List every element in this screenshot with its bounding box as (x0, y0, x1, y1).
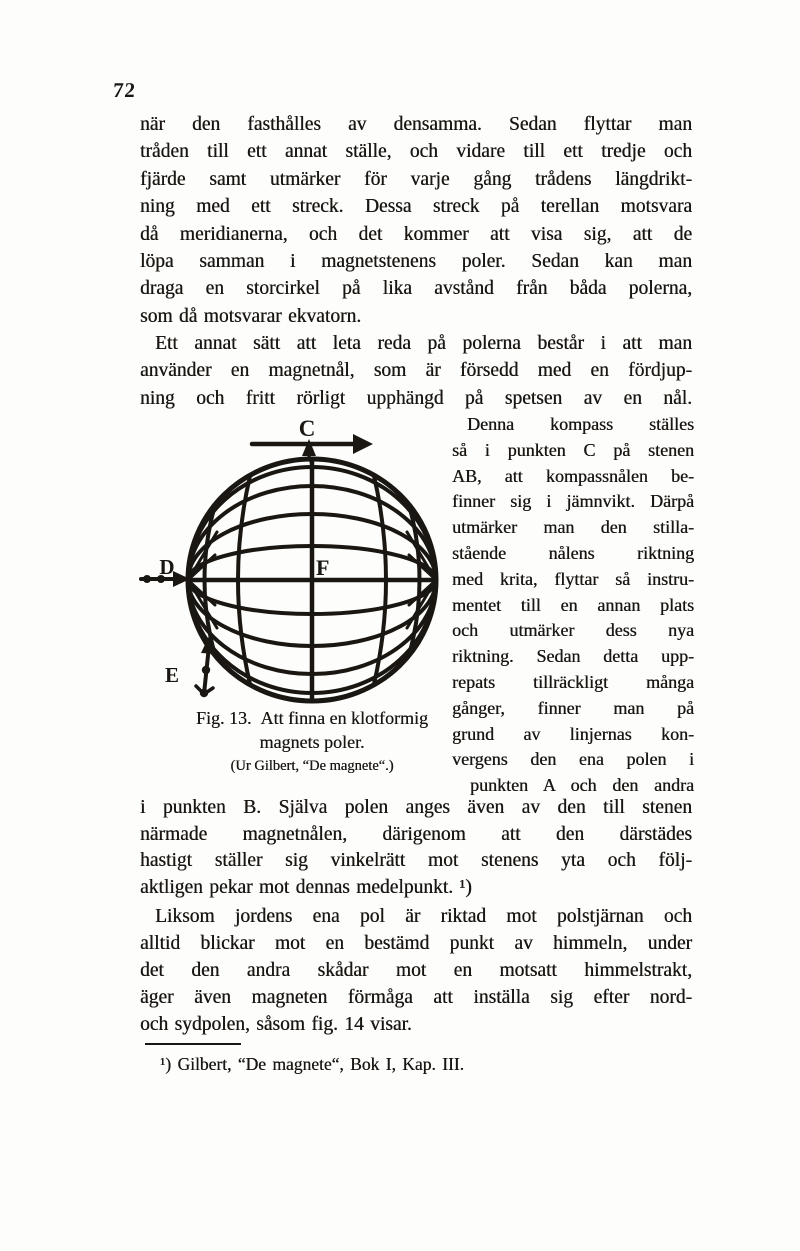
text-line: vergens den ena polen i (452, 749, 694, 770)
text-line: alltid blickar mot en bestämd punkt av himmeln, under (140, 933, 692, 954)
terrella-figure (135, 410, 485, 710)
text-line: äger även magneten förmåga att inställa sig efter nord- (140, 987, 692, 1008)
text-line: repats tillräckligt många (452, 671, 694, 692)
c-arrow-head (353, 434, 373, 454)
text-line: punkten A och den andra (470, 775, 694, 796)
text-line: det den andra skådar mot en motsatt himmelstrakt, (140, 960, 692, 981)
text-line: finner sig i jämnvikt. Därpå (452, 491, 694, 512)
text-line: ning med ett streck. Dessa streck på terellan motsvara (140, 196, 692, 218)
label-f: F (316, 555, 330, 580)
text-line: AB, att kompassnålen be- (452, 465, 694, 486)
c-needle-tip (309, 456, 311, 462)
page-number: 72 (112, 78, 137, 102)
text-line: stående nålens riktning (452, 542, 694, 563)
text-line: använder en magnetnål, som är försedd med en fördjup- (140, 360, 692, 382)
footnote-divider (145, 1043, 241, 1045)
text-line: hastigt ställer sig vinkelrätt mot stenens yta och följ- (140, 850, 692, 871)
text-line: ning och fritt rörligt upphängd på spetsen av en nål. (140, 387, 692, 409)
text-line: löpa samman i magnetstenens poler. Sedan kan man (140, 251, 692, 273)
caption-source: (Ur Gilbert, “De magnete“.) (230, 758, 394, 774)
text-line: mentet till en annan plats (452, 594, 694, 615)
text-line: i punkten B. Själva polen anges även av den till stenen (140, 797, 692, 818)
text-line: aktligen pekar mot dennas medelpunkt. ¹) (140, 876, 472, 898)
text-line: draga en storcirkel på lika avstånd från båda polerna, (140, 278, 692, 300)
text-line: som då motsvarar ekvatorn. (140, 305, 362, 327)
e-needle-bead (202, 666, 210, 674)
paragraph-3 (140, 795, 692, 901)
label-e: E (164, 663, 180, 687)
text-line: riktning. Sedan detta upp- (452, 646, 694, 667)
wrapped-column (452, 412, 694, 799)
footnote: ¹) Gilbert, “De magnete“, Bok I, Kap. III. (160, 1054, 464, 1074)
text-line: gånger, finner man på (452, 697, 694, 718)
figure-caption (152, 706, 472, 775)
text-line: grund av linjernas kon- (452, 723, 694, 744)
text-line: och utmärker dess nya (452, 620, 694, 641)
text-line: fjärde samt utmärker för varje gång trådens längdrikt- (140, 168, 692, 190)
caption-title-line1: Fig. 13. Att finna en klotformig (196, 708, 428, 728)
text-line: när den fasthålles av densamma. Sedan flyttar man (140, 114, 692, 135)
label-c: C (298, 416, 316, 441)
d-needle-bead (143, 575, 151, 583)
text-block (140, 0, 692, 1251)
label-d: D (159, 555, 175, 579)
text-line: då meridianerna, och det kommer att visa sig, att de (140, 223, 692, 245)
paragraph-4 (140, 903, 692, 1038)
text-line: och sydpolen, såsom fig. 14 visar. (140, 1014, 412, 1035)
text-line: tråden till ett annat ställe, och vidare till ett tredje och (140, 141, 692, 163)
text-line: utmärker man den stilla- (452, 517, 694, 538)
c-needle (302, 439, 316, 456)
text-line: Ett annat sätt att leta reda på polerna består i att man (155, 333, 692, 354)
paragraph-2 (140, 330, 692, 412)
paragraph-1 (140, 111, 692, 330)
text-line: Liksom jordens ena pol är riktad mot polstjärnan och (155, 906, 692, 927)
caption-title-line2: magnets poler. (259, 732, 365, 752)
text-line: närmade magnetnålen, därigenom att den därstädes (140, 823, 692, 845)
text-line: Denna kompass ställes (467, 414, 694, 434)
text-line: så i punkten C på stenen (452, 439, 694, 460)
text-line: med krita, flyttar så instru- (452, 568, 694, 589)
